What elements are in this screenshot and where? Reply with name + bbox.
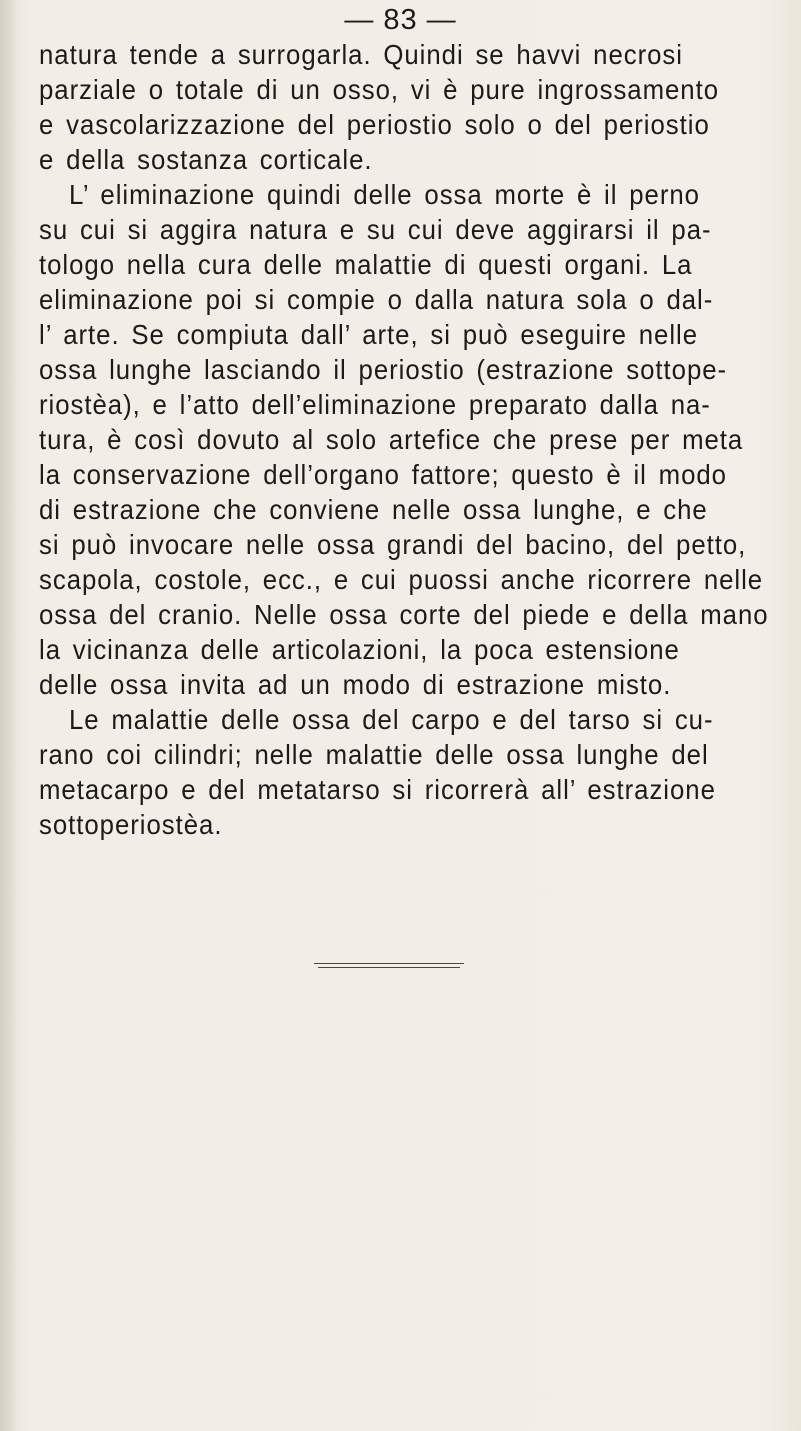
closing-rule-top (314, 963, 464, 964)
text-line: la conservazione dell’organo fattore; questo è il modo (39, 459, 727, 490)
text-line: si può invocare nelle ossa grandi del bacino, del petto, (39, 529, 747, 560)
text-line: eliminazione poi si compie o dalla natura sola o dal- (39, 284, 714, 315)
text-line: la vicinanza delle articolazioni, la poca estensione (39, 634, 680, 665)
page-number: — 83 — (344, 4, 457, 36)
text-line: e della sostanza corticale. (39, 144, 373, 175)
closing-rule-bottom (318, 967, 460, 968)
text-line: tura, è così dovuto al solo artefice che prese per meta (39, 424, 744, 455)
text-line: L’ eliminazione quindi delle ossa morte è il perno (69, 179, 700, 210)
text-line: ossa del cranio. Nelle ossa corte del piede e della mano (39, 599, 769, 630)
text-line: l’ arte. Se compiuta dall’ arte, si può eseguire nelle (39, 319, 699, 350)
text-line: metacarpo e del metatarso si ricorrerà all’ estrazione (39, 774, 716, 805)
text-line: delle ossa invita ad un modo di estrazione misto. (39, 669, 672, 700)
text-line: Le malattie delle ossa del carpo e del tarso si cu- (69, 704, 714, 735)
text-line: tologo nella cura delle malattie di questi organi. La (39, 249, 693, 280)
text-line: su cui si aggira natura e su cui deve aggirarsi il pa- (39, 214, 712, 245)
text-line: e vascolarizzazione del periostio solo o del periostio (39, 109, 710, 140)
text-line: natura tende a surrogarla. Quindi se havvi necrosi (39, 39, 683, 70)
gutter-shadow (0, 0, 18, 1431)
text-line: riostèa), e l’atto dell’eliminazione preparato dalla na- (39, 389, 711, 420)
text-line: di estrazione che conviene nelle ossa lunghe, e che (39, 494, 708, 525)
text-line: parziale o totale di un osso, vi è pure ingrossamento (39, 74, 720, 105)
text-line: rano coi cilindri; nelle malattie delle ossa lunghe del (39, 739, 709, 770)
text-line: ossa lunghe lasciando il periostio (estrazione sottope- (39, 354, 728, 385)
text-line: sottoperiostèa. (39, 809, 223, 840)
text-line: scapola, costole, ecc., e cui puossi anche ricorrere nelle (39, 564, 764, 595)
